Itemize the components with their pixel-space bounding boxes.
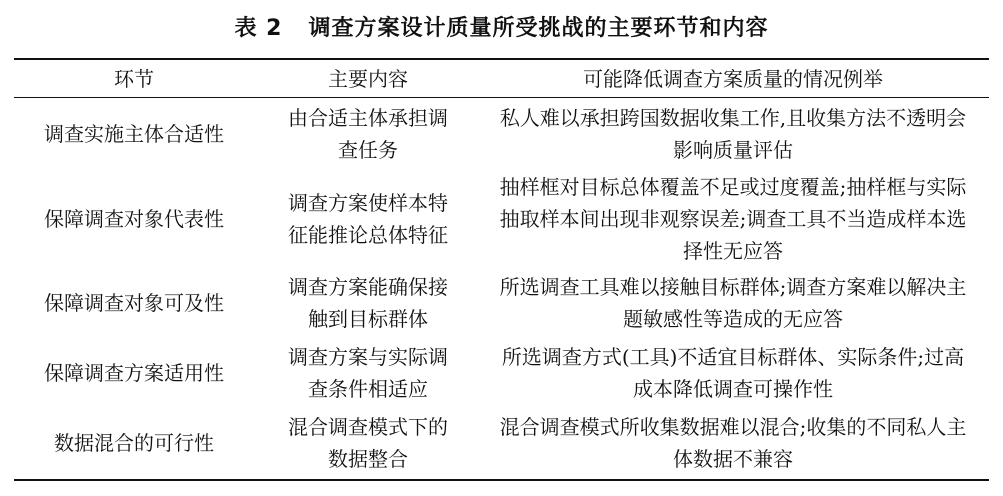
stage-text: 数据混合的可行性 <box>54 431 214 455</box>
content-text: 调查方案能确保接触到目标群体 <box>288 275 448 331</box>
examples-cell <box>477 100 989 168</box>
examples-text: 抽样框对目标总体覆盖不足或过度覆盖;抽样框与实际抽取样本间出现非观察误差;调查工具不当造成样本选择性无应答 <box>499 175 967 263</box>
examples-cell <box>477 270 989 336</box>
stage-cell <box>14 410 254 476</box>
content-cell <box>262 170 474 268</box>
table-row <box>14 340 989 406</box>
table-caption <box>0 14 1003 44</box>
content-text: 调查方案使样本特征能推论总体特征 <box>288 191 448 247</box>
stage-cell <box>14 170 254 268</box>
content-cell <box>262 270 474 336</box>
table-row <box>14 100 989 168</box>
table-title: 调查方案设计质量所受挑战的主要环节和内容 <box>308 16 769 41</box>
stage-cell <box>14 100 254 168</box>
header-rule <box>14 97 989 98</box>
examples-text: 私人难以承担跨国数据收集工作,且收集方法不透明会影响质量评估 <box>499 106 967 162</box>
table-row <box>14 270 989 336</box>
examples-text: 所选调查工具难以接触目标群体;调查方案难以解决主题敏感性等造成的无应答 <box>499 275 967 331</box>
header-content: 主要内容 <box>328 66 408 91</box>
stage-cell <box>14 340 254 406</box>
content-text: 由合适主体承担调查任务 <box>288 106 448 162</box>
stage-text: 保障调查对象可及性 <box>44 291 224 315</box>
examples-text: 所选调查方式(工具)不适宜目标群体、实际条件;过高成本降低调查可操作性 <box>501 345 965 401</box>
header-stage: 环节 <box>114 66 154 91</box>
stage-text: 调查实施主体合适性 <box>44 122 224 146</box>
stage-text: 保障调查对象代表性 <box>44 207 224 231</box>
stage-text: 保障调查方案适用性 <box>44 361 224 385</box>
examples-cell <box>477 410 989 476</box>
table-row <box>14 170 989 268</box>
table-row <box>14 410 989 476</box>
header-examples: 可能降低调查方案质量的情况例举 <box>583 66 883 91</box>
bottom-rule <box>14 479 989 481</box>
content-cell <box>262 410 474 476</box>
content-cell <box>262 100 474 168</box>
examples-cell <box>477 340 989 406</box>
table-number: 表 2 <box>234 16 283 41</box>
examples-cell <box>477 170 989 268</box>
stage-cell <box>14 270 254 336</box>
examples-text: 混合调查模式所收集数据难以混合;收集的不同私人主体数据不兼容 <box>499 415 967 471</box>
content-text: 混合调查模式下的数据整合 <box>288 415 448 471</box>
content-text: 调查方案与实际调查条件相适应 <box>288 345 448 401</box>
content-cell <box>262 340 474 406</box>
